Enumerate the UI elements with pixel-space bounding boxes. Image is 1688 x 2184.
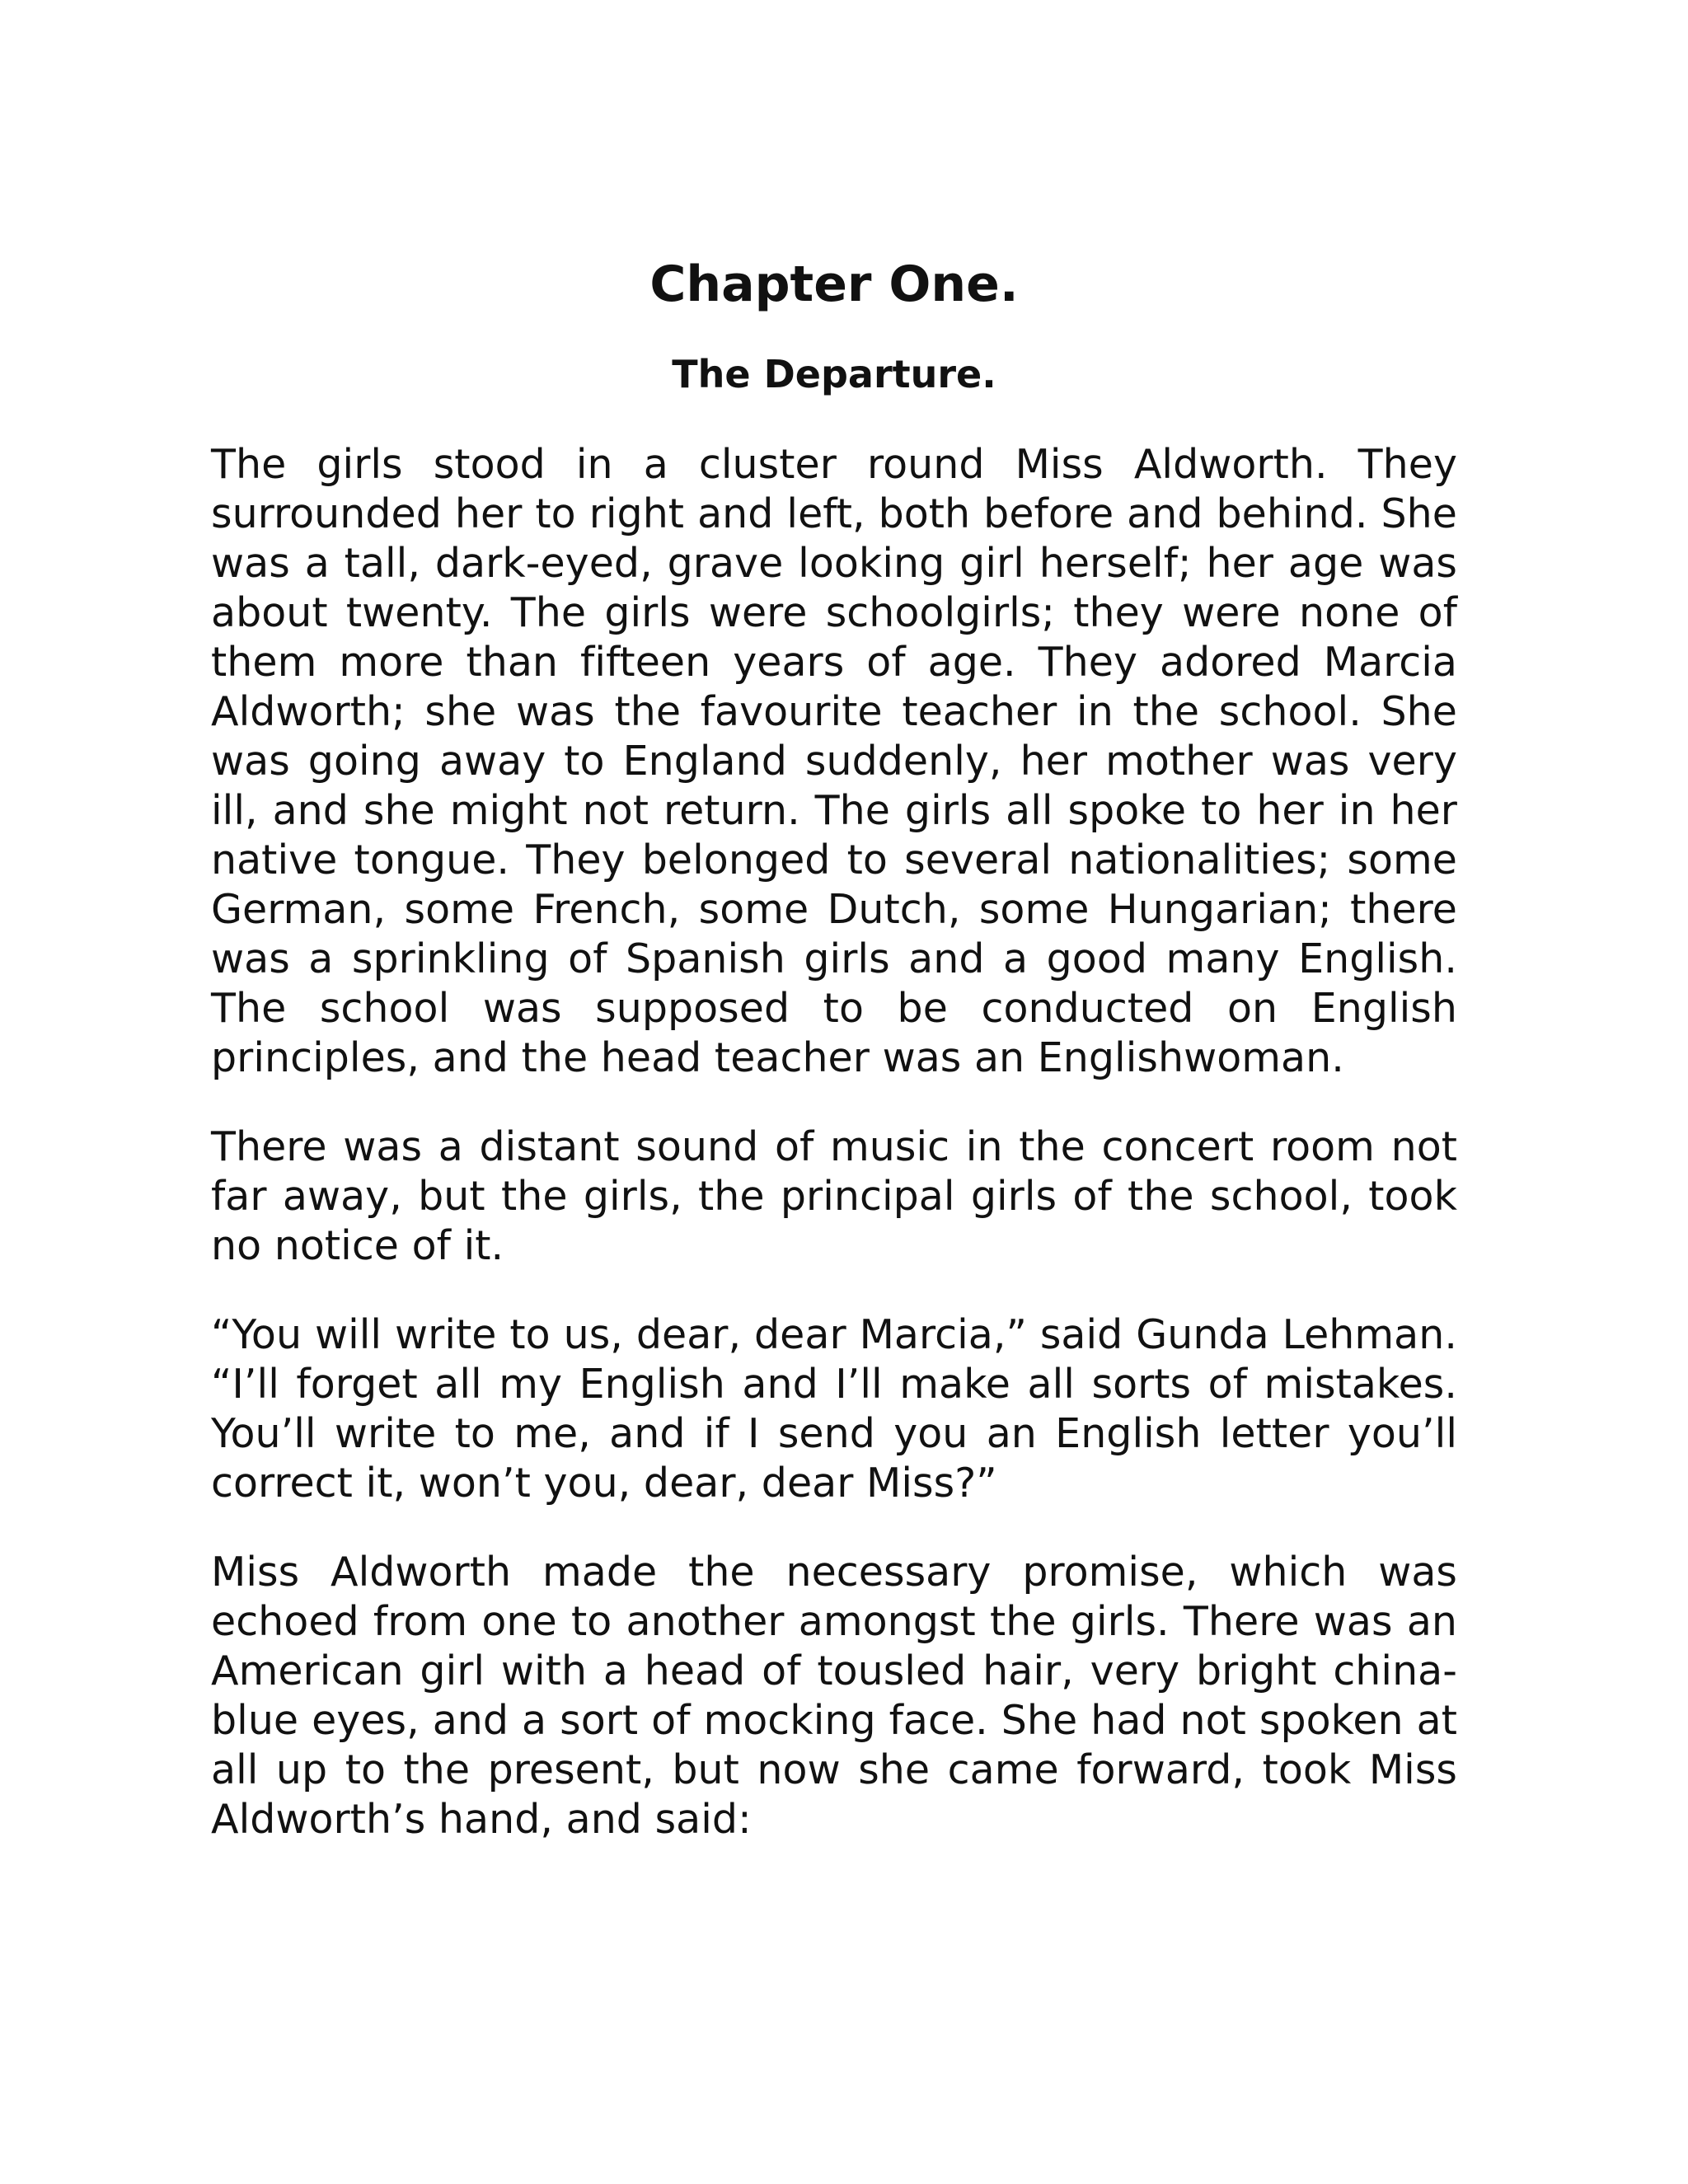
- paragraph-2: There was a distant sound of music in the concert room not far away, but the girls, the principal girls of the school, took no notice of it.: [211, 1123, 1457, 1269]
- document-page: [211, 247, 1457, 1884]
- paragraph-4: Miss Aldworth made the necessary promise, which was echoed from one to another amongst the girls. There was an American girl with a head of tousled hair, very bright china-blue eyes, and a sort of mocking face. She had not spoken at all up to the present, but now she came forward, took Miss Aldworth’s hand, and said:: [211, 1549, 1457, 1843]
- chapter-title: Chapter One.: [649, 255, 1019, 313]
- section-title: The Departure.: [672, 352, 996, 396]
- paragraph-1: The girls stood in a cluster round Miss Aldworth. They surrounded her to right and left, both before and behind. She was a tall, dark-eyed, grave looking girl herself; her age was about twenty. The girls were schoolgirls; they were none of them more than fifteen years of age. They adored Marcia Aldworth; she was the favourite teacher in the school. She was going away to England suddenly, her mother was very ill, and she might not return. The girls all spoke to her in her native tongue. They belonged to several nationalities; some German, some French, some Dutch, some Hungarian; there was a sprinkling of Spanish girls and a good many English. The school was supposed to be conducted on English principles, and the head teacher was an Englishwoman.: [211, 441, 1457, 1081]
- paragraph-3: “You will write to us, dear, dear Marcia,” said Gunda Lehman. “I’ll forget all my English and I’ll make all sorts of mistakes. You’ll write to me, and if I send you an English letter you’ll correct it, won’t you, dear, dear Miss?”: [211, 1311, 1457, 1507]
- body-text: [211, 440, 1457, 1844]
